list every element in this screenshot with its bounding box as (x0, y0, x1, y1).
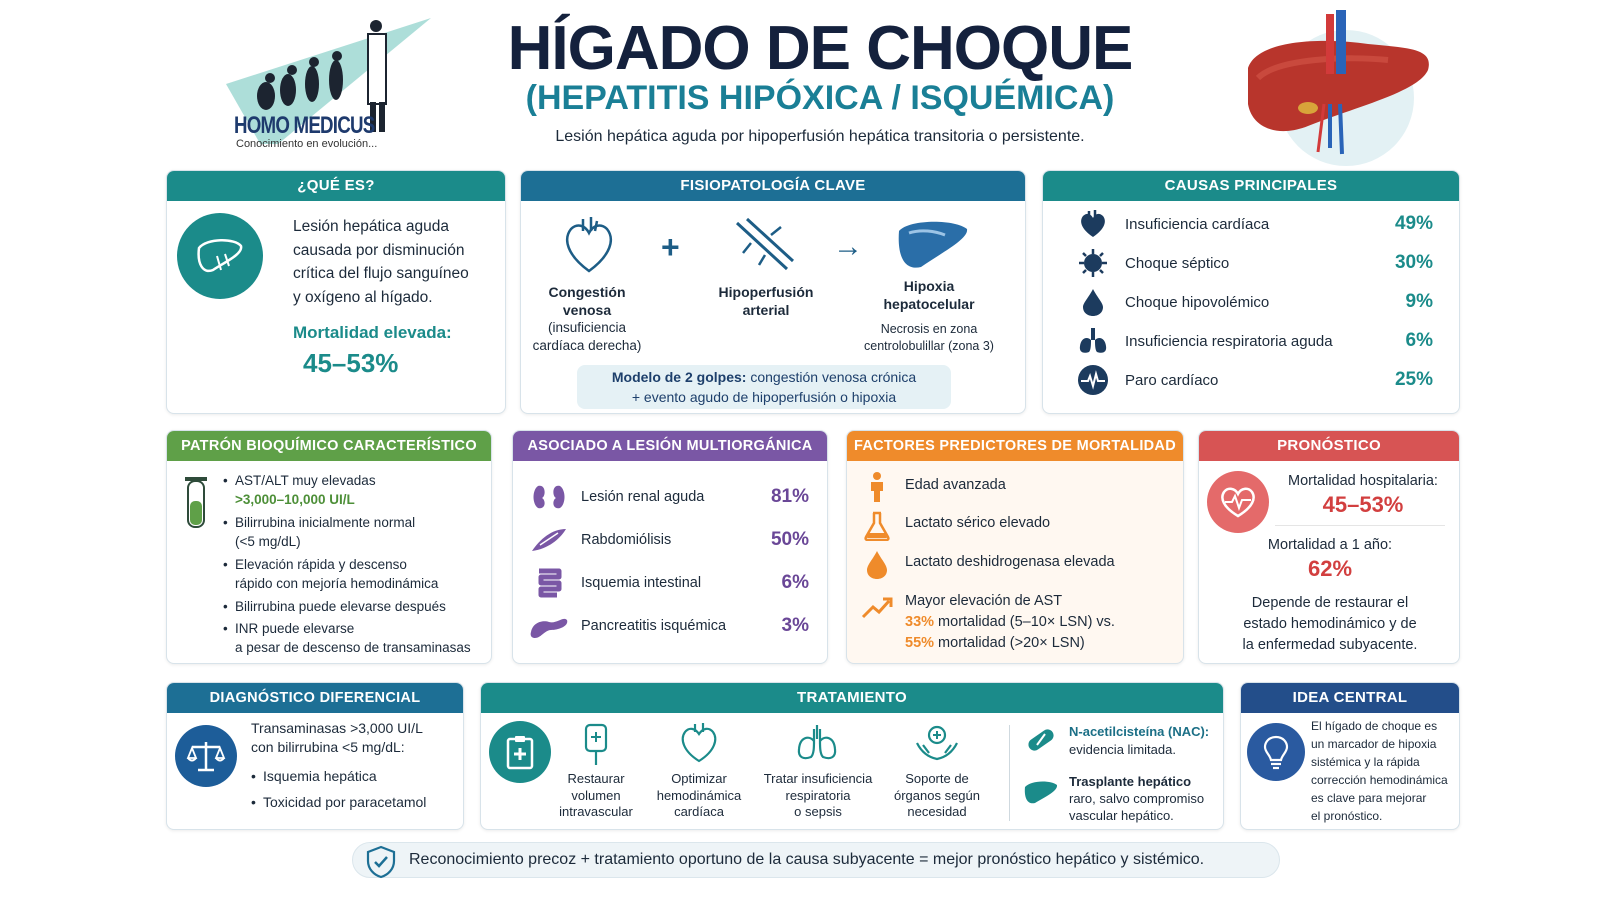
causa-label: Paro cardíaco (1125, 371, 1219, 389)
ast-text-low: mortalidad (5–10× LSN) vs. (934, 614, 1115, 630)
pill-icon (1025, 725, 1057, 760)
shield-check-icon (365, 845, 397, 884)
scale-icon (175, 725, 237, 787)
lightbulb-icon (1247, 723, 1305, 781)
step1-sub-line: (insuficiencia (547, 320, 627, 335)
step3-title-line: hepatocelular (883, 296, 975, 312)
step1-title (521, 283, 653, 319)
tx-line: Soporte de (905, 771, 969, 786)
footer-text: Reconocimiento precoz + tratamiento oportuno de la causa subyacente = mejor pronóstico hepático y sistémico. (409, 851, 1205, 868)
que-es-line: crítica del flujo sanguíneo (293, 265, 469, 282)
predictor-ast-line (905, 612, 1115, 633)
hosp-label: Mortalidad hospitalaria: (1288, 473, 1438, 489)
organ-value: 50% (770, 529, 809, 550)
note-line: Depende de restaurar el (1251, 595, 1409, 611)
causa-row (1043, 322, 1459, 360)
predictores-card (846, 430, 1184, 664)
idea-line: el pronóstico. (1311, 809, 1383, 823)
organ-row (513, 563, 827, 603)
kidney-icon (529, 482, 569, 512)
multiorganica-header: ASOCIADO A LESIÓN MULTIORGÁNICA (513, 431, 827, 461)
page-tagline: Lesión hepática aguda por hipoperfusión hepática transitoria o persistente. (555, 128, 1085, 145)
causa-value: 49% (1394, 213, 1433, 234)
liver-illustration (1238, 8, 1438, 168)
pronostico-card (1198, 430, 1460, 664)
logo (226, 14, 446, 164)
nac-block (1069, 723, 1209, 759)
predictores-header: FACTORES PREDICTORES DE MORTALIDAD (847, 431, 1183, 461)
year-label: Mortalidad a 1 año: (1267, 537, 1393, 553)
muscle-icon (529, 525, 569, 555)
diferencial-line: con bilirrubina <5 mg/dL: (251, 739, 405, 755)
tx-item-1 (541, 771, 651, 821)
model-line2: + evento agudo de hipoperfusión o hipoxia (631, 389, 897, 405)
organ-value: 3% (781, 615, 809, 636)
virus-icon (1073, 248, 1113, 278)
idea-line: El hígado de choque es (1311, 719, 1438, 733)
drop-icon (1073, 287, 1113, 317)
organ-label: Isquemia intestinal (581, 575, 702, 591)
tx-line: Optimizar (671, 771, 727, 786)
lungs-icon (1073, 326, 1113, 356)
que-es-text (293, 215, 469, 309)
bio-text: (<5 mg/dL) (235, 534, 301, 549)
step1-sub (521, 319, 653, 355)
step3-sub (851, 321, 1007, 355)
causa-value: 25% (1394, 369, 1433, 390)
heartbeat-icon (1207, 471, 1269, 533)
idea-line: un marcador de hipoxia (1311, 737, 1437, 751)
step3-title-line: Hipoxia (903, 278, 955, 294)
que-es-card (166, 170, 506, 414)
idea-line: sistémica y la rápida (1311, 755, 1420, 769)
step2-title-line: arterial (742, 302, 790, 318)
organ-value: 81% (770, 486, 809, 507)
idea-card (1240, 682, 1460, 830)
pancreas-icon (529, 612, 569, 640)
bio-text: rápido con mejoría hemodinámica (235, 576, 439, 591)
mortality-value: 45–53% (303, 348, 399, 378)
causa-value: 30% (1394, 252, 1433, 273)
person-icon (865, 471, 889, 508)
predictor-text: Lactato sérico elevado (905, 515, 1051, 531)
tx-item-4 (877, 771, 997, 821)
hypoxic-liver-icon (895, 217, 971, 273)
bio-text: • Bilirrubina puede elevarse después (235, 599, 446, 614)
que-es-header: ¿QUÉ ES? (167, 171, 505, 201)
causa-row (1043, 205, 1459, 243)
liver-icon (177, 213, 263, 299)
tx-line: intravascular (559, 804, 633, 819)
divider (1275, 525, 1445, 526)
ast-pct-high: 55% (905, 635, 935, 651)
bio-text: • AST/ALT muy elevadas (235, 473, 376, 488)
ast-pct-low: 33% (905, 614, 935, 630)
causas-header: CAUSAS PRINCIPALES (1043, 171, 1459, 201)
que-es-line: Lesión hepática aguda (293, 218, 449, 235)
bio-bullet (235, 597, 446, 616)
divider (1009, 725, 1010, 821)
mortality-label: Mortalidad elevada: (293, 323, 452, 342)
bio-highlight: >3,000–10,000 UI/L (235, 492, 355, 507)
step2-title (701, 283, 831, 319)
tx-item-2 (637, 771, 761, 821)
step1-title-line: Congestión (548, 284, 626, 300)
heart-line-icon (679, 721, 719, 770)
causa-row (1043, 283, 1459, 321)
causa-label: Choque hipovolémico (1125, 293, 1270, 311)
tx-line: cardíaca (674, 804, 724, 819)
causa-label: Choque séptico (1125, 254, 1230, 272)
logo-title: HOMO MEDICUS (234, 112, 375, 139)
bio-bullet (235, 471, 376, 509)
transplant-block (1069, 773, 1204, 824)
hands-support-icon (915, 723, 959, 768)
heart-outline-icon (561, 213, 617, 277)
step2-title-line: Hipoperfusión (718, 284, 814, 300)
step1-sub-line: cardíaca derecha) (532, 338, 642, 353)
tx-line: Tratar insuficiencia (763, 771, 873, 786)
note-line: la enfermedad subyacente. (1242, 637, 1418, 653)
organ-row (513, 477, 827, 517)
trend-up-icon (861, 595, 893, 626)
model-rest: congestión venosa crónica (746, 369, 917, 385)
heart-icon (1073, 209, 1113, 239)
tratamiento-card (480, 682, 1224, 830)
que-es-line: y oxígeno al hígado. (293, 288, 433, 306)
tx-line: órganos según (893, 787, 980, 803)
year-value: 62% (1307, 556, 1353, 581)
causa-label: Insuficiencia cardíaca (1125, 215, 1270, 233)
predictor-text: Edad avanzada (905, 477, 1006, 493)
step3-sub-line: Necrosis en zona (880, 322, 978, 336)
idea-header: IDEA CENTRAL (1241, 683, 1459, 713)
transplant-text: vascular hepático. (1069, 808, 1174, 823)
page-title: HÍGADO DE CHOQUE (507, 14, 1133, 83)
idea-text (1311, 717, 1448, 825)
que-es-line: causada por disminución (293, 241, 465, 259)
organ-row (513, 606, 827, 646)
step3-sub-line: centrolobulillar (zona 3) (864, 339, 994, 353)
logo-subtitle: Conocimiento en evolución... (236, 138, 378, 150)
bio-text: a pesar de descenso de transaminasas (235, 640, 471, 655)
pronostico-note (1199, 593, 1460, 656)
causa-value: 9% (1405, 291, 1433, 312)
artery-icon (731, 213, 797, 277)
causa-row (1043, 244, 1459, 282)
causas-card (1042, 170, 1460, 414)
organ-value: 6% (781, 572, 809, 593)
model-line1 (577, 367, 951, 387)
causa-row (1043, 361, 1459, 399)
fisiopatologia-card (520, 170, 1026, 414)
idea-line: es clave para mejorar (1311, 791, 1427, 805)
predictor-text: Lactato deshidrogenasa elevada (905, 554, 1115, 570)
predictor-ast-line (905, 633, 1115, 654)
note-line: estado hemodinámico y de (1243, 616, 1417, 632)
tx-line: o sepsis (794, 804, 842, 819)
organ-row (513, 520, 827, 560)
iv-bag-icon (579, 721, 613, 772)
transplant-title: Trasplante hepático (1069, 774, 1192, 789)
liver-small-icon (1023, 779, 1059, 812)
hosp-value: 45–53% (1322, 492, 1404, 517)
nac-title: N-acetilcisteína (NAC): (1069, 724, 1210, 739)
pulse-icon (1073, 364, 1113, 396)
diferencial-header: DIAGNÓSTICO DIFERENCIAL (167, 683, 463, 713)
bio-text: • Bilirrubina inicialmente normal (235, 515, 416, 530)
tx-line: volumen (571, 787, 621, 803)
tx-line: hemodinámica (656, 787, 742, 803)
bio-text: • Elevación rápida y descenso (235, 557, 407, 572)
ast-text-high: mortalidad (>20× LSN) (934, 635, 1085, 651)
plus-sign: + (661, 229, 680, 265)
liver-illustration-icon (1238, 8, 1438, 168)
test-tube-icon (181, 475, 211, 531)
bio-bullet (235, 555, 438, 593)
flask-icon (863, 511, 891, 546)
causa-label: Insuficiencia respiratoria aguda (1125, 332, 1333, 350)
diferencial-card (166, 682, 464, 830)
fisiopatologia-header: FISIOPATOLOGÍA CLAVE (521, 171, 1025, 201)
multiorganica-card (512, 430, 828, 664)
arrow-icon: → (833, 230, 863, 263)
tx-line: Restaurar (567, 771, 625, 786)
tx-item-3 (753, 771, 883, 821)
intestine-icon (529, 567, 569, 599)
transplant-text: raro, salvo compromiso (1069, 791, 1205, 806)
causa-value: 6% (1405, 330, 1433, 351)
bio-bullet (235, 619, 471, 657)
bioquimico-header: PATRÓN BIOQUÍMICO CARACTERÍSTICO (167, 431, 491, 461)
footer-bar (352, 842, 1280, 878)
diferencial-text (251, 719, 423, 757)
tratamiento-header: TRATAMIENTO (481, 683, 1223, 713)
bio-text: • INR puede elevarse (235, 621, 355, 636)
nac-text: evidencia limitada. (1069, 742, 1176, 757)
lungs-outline-icon (795, 723, 839, 768)
diferencial-line: Transaminasas >3,000 UI/L (251, 720, 423, 736)
tx-line: necesidad (907, 804, 967, 819)
idea-line: corrección hemodinámica (1311, 773, 1448, 787)
step3-title (859, 277, 999, 313)
tx-line: respiratoria (785, 787, 851, 803)
predictor-text: Mayor elevación de AST (905, 593, 1063, 609)
page-subtitle: (HEPATITIS HIPÓXICA / ISQUÉMICA) (525, 79, 1115, 117)
diferencial-bullet: • Isquemia hepática (263, 767, 377, 786)
model-bold: Modelo de 2 golpes: (611, 369, 747, 385)
step1-title-line: venosa (562, 302, 612, 318)
diferencial-bullet: • Toxicidad por paracetamol (263, 793, 426, 812)
drop-orange-icon (865, 549, 889, 586)
organ-label: Rabdomiólisis (581, 532, 672, 548)
pronostico-header: PRONÓSTICO (1199, 431, 1459, 461)
organ-label: Pancreatitis isquémica (581, 618, 727, 634)
predictor-ast (905, 591, 1115, 654)
bioquimico-card (166, 430, 492, 664)
bio-bullet (235, 513, 415, 551)
model-box (577, 365, 951, 409)
organ-label: Lesión renal aguda (581, 489, 705, 505)
